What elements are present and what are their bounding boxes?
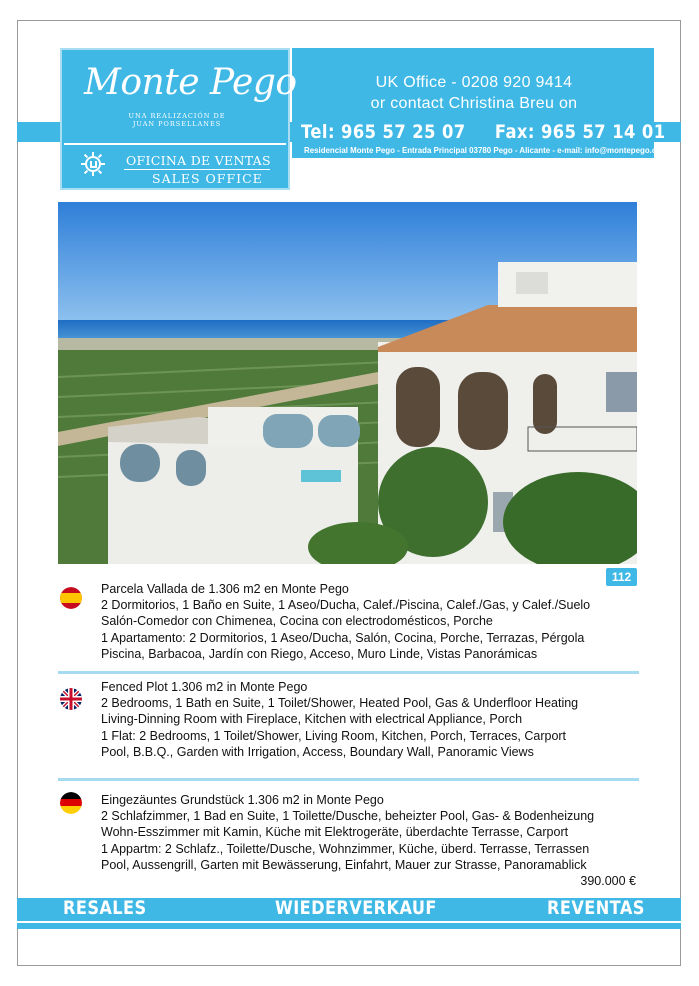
footer-reventas: REVENTAS xyxy=(547,897,645,919)
sales-office-label xyxy=(64,147,286,186)
spain-flag-icon xyxy=(60,587,82,609)
phone-fax-line xyxy=(301,121,666,143)
spanish-text xyxy=(101,581,646,662)
german-line: Pool, Aussengrill, Garten mit Bewässerung, Einfahrt, Mauer zur Strasse, Panoramablick xyxy=(101,857,587,872)
separator xyxy=(58,671,639,674)
logo-tagline-2: JUAN PORSELLANES xyxy=(132,120,222,128)
english-line: 1 Flat: 2 Bedrooms, 1 Toilet/Shower, Living Room, Kitchen, Porch, Terraces, Carport xyxy=(101,728,567,743)
office-divider xyxy=(124,169,270,170)
office-en-label: SALES OFFICE xyxy=(152,171,263,186)
uk-office-line: UK Office - 0208 920 9414 xyxy=(375,74,573,91)
logo-tagline xyxy=(122,112,232,128)
logo-area xyxy=(64,52,297,145)
address-line: Residencial Monte Pego - Entrada Principal 03780 Pego - Alicante - e-mail: info@montepego.com xyxy=(304,145,669,155)
english-text xyxy=(101,679,646,760)
footer-resales: RESALES xyxy=(63,897,147,919)
german-line: Eingezäuntes Grundstück 1.306 m2 in Monte Pego xyxy=(101,793,384,807)
brand-logo: Monte Pego xyxy=(84,62,297,103)
spanish-line: Salón-Comedor con Chimenea, Cocina con electrodomésticos, Porche xyxy=(101,614,493,629)
fax-number: Fax: 965 57 14 01 xyxy=(494,121,666,143)
villa-sea-view-photo xyxy=(58,202,637,564)
contact-line: or contact Christina Breu on xyxy=(370,95,578,112)
spanish-line: 1 Apartamento: 2 Dormitorios, 1 Aseo/Ducha, Salón, Cocina, Porche, Terrazas, Pérgola xyxy=(101,630,585,645)
logo-box xyxy=(60,48,297,190)
spanish-line: 2 Dormitorios, 1 Baño en Suite, 1 Aseo/Ducha, Calef./Piscina, Calef./Gas, y Calef./Suelo xyxy=(101,598,591,613)
german-line: 1 Appartm: 2 Schlafz., Toilette/Dusche, Wohnzimmer, Küche, überd. Terrasse, Terrassen xyxy=(101,841,590,856)
price: 390.000 € xyxy=(580,874,636,888)
villa-photo xyxy=(58,202,637,564)
cog-logo-icon xyxy=(80,151,106,177)
spanish-line: Piscina, Barbacoa, Jardín con Riego, Acceso, Muro Linde, Vistas Panorámicas xyxy=(101,646,538,661)
english-line: Living-Dinning Room with Fireplace, Kitchen with electrical Appliance, Porch xyxy=(101,712,523,727)
english-line: Pool, B.B.Q., Garden with Irrigation, Access, Boundary Wall, Panoramic Views xyxy=(101,744,534,759)
german-line: Wohn-Esszimmer mit Kamin, Küche mit Elektrogeräte, überdachte Terrasse, Carport xyxy=(101,825,569,840)
english-line: Fenced Plot 1.306 m2 in Monte Pego xyxy=(101,680,308,694)
spanish-line: Parcela Vallada de 1.306 m2 en Monte Pego xyxy=(101,582,349,596)
tel-number: Tel: 965 57 25 07 xyxy=(301,121,466,143)
german-text xyxy=(101,792,646,873)
german-line: 2 Schlafzimmer, 1 Bad en Suite, 1 Toilette/Dusche, beheizter Pool, Gas- & Bodenheizung xyxy=(101,809,595,824)
separator xyxy=(58,778,639,781)
uk-flag-icon xyxy=(60,688,82,710)
logo-tagline-1: UNA REALIZACIÓN DE xyxy=(128,112,226,120)
footer-wiederverkauf: WIEDERVERKAUF xyxy=(275,897,437,919)
reference-badge: 112 xyxy=(606,568,637,586)
english-line: 2 Bedrooms, 1 Bath en Suite, 1 Toilet/Shower, Heated Pool, Gas & Underfloor Heating xyxy=(101,696,579,711)
germany-flag-icon xyxy=(60,792,82,814)
office-es-label: OFICINA DE VENTAS xyxy=(126,153,271,168)
